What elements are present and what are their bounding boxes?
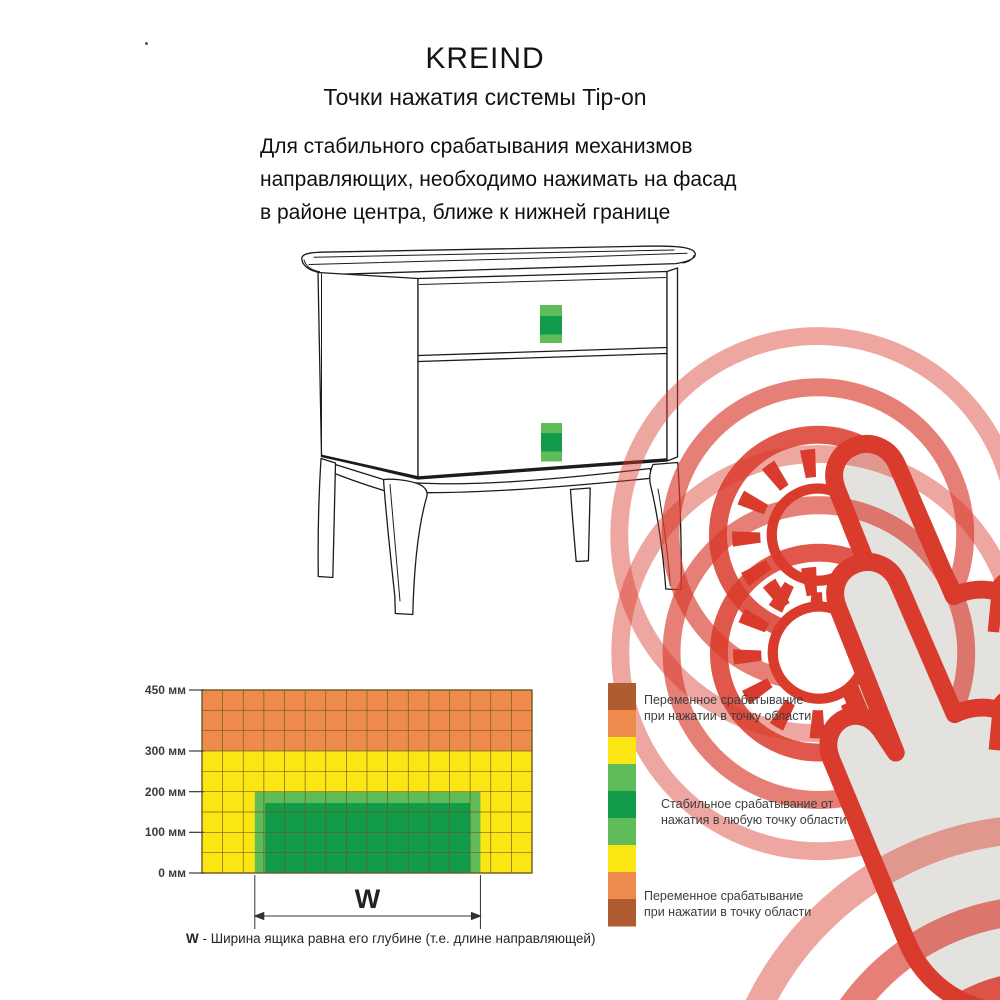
chart-caption — [186, 931, 746, 946]
legend-segment-green_light — [608, 818, 636, 846]
legend-segment-brown — [608, 899, 636, 927]
legend-item-variable-top: Переменное срабатывание при нажатии в точку области — [644, 693, 812, 723]
caption-text: - Ширина ящика равна его глубине (т.е. длине направляющей) — [198, 931, 596, 946]
axis-tick-label: 0 мм — [158, 866, 186, 880]
legend-segment-brown — [608, 683, 636, 711]
page-subtitle: Точки нажатия системы Tip-on — [323, 84, 647, 110]
legend-segment-orange — [608, 710, 636, 738]
description-line: Для стабильного срабатывания механизмов — [260, 135, 693, 158]
description-line: в районе центра, ближе к нижней границе — [260, 201, 671, 224]
legend-item-variable-bottom: Переменное срабатывание при нажатии в точку области — [644, 889, 812, 919]
axis-tick-label: 450 мм — [144, 683, 186, 697]
legend-segment-yellow — [608, 737, 636, 765]
nightstand-side-panel — [318, 273, 418, 480]
width-dimension-label: W — [354, 884, 381, 914]
legend-color-bar — [608, 683, 636, 927]
legend-segment-orange — [608, 872, 636, 900]
axis-tick-label: 100 мм — [144, 825, 186, 840]
page-title: KREIND — [425, 42, 545, 75]
zone-stable-core — [265, 803, 470, 873]
legend-segment-green_dark — [608, 791, 636, 819]
axis-tick-label: 200 мм — [144, 784, 186, 799]
legend-segment-yellow — [608, 845, 636, 873]
caption-w: W — [186, 931, 199, 946]
axis-tick-label: 300 мм — [144, 744, 186, 758]
nightstand-right-edge — [667, 268, 678, 461]
legend-segment-green_light — [608, 764, 636, 792]
legend-item-stable: Стабильное срабатывание от нажатия в любую точку области — [661, 797, 847, 827]
description-line: направляющих, необходимо нажимать на фасад — [260, 168, 737, 191]
